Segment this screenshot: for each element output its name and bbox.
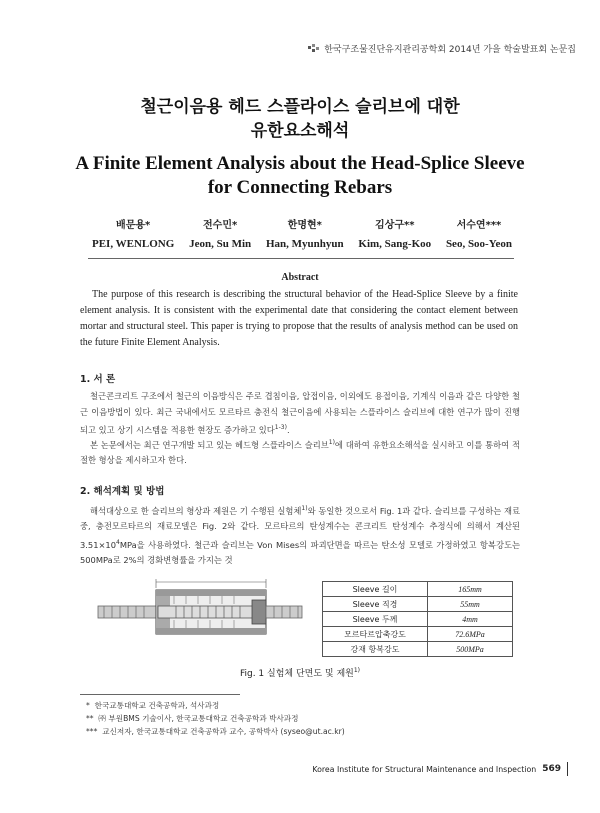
citation: 1-3): [274, 424, 287, 431]
footnote-mark: ***: [86, 727, 98, 736]
author: [266, 216, 344, 250]
footnote: [86, 700, 219, 711]
table-cell: Sleeve 두께: [323, 612, 428, 627]
footer-institute: Korea Institute for Structural Maintenance and Inspection: [312, 764, 537, 774]
english-title-line1: A Finite Element Analysis about the Head-Splice Sleeve: [75, 153, 525, 174]
author-english-name: PEI, WENLONG: [92, 238, 175, 250]
author: [446, 216, 512, 250]
citation: 1): [328, 439, 335, 446]
abstract-body: The purpose of this research is describing the structural behavior of the Head-Splice Sleeve by a finite element analysis. It is consistent with the experimental date that considering the contact element between mortar and structural steel. This paper is trying to propose that the results of analysis method can be used on the future Finite Element Analysis.: [80, 289, 518, 348]
table-cell: Sleeve 직경: [323, 597, 428, 612]
author-list: [92, 216, 512, 250]
abstract-heading: Abstract: [281, 272, 319, 283]
korean-title-line2: 유한요소해석: [250, 121, 350, 141]
footnote-divider: [80, 694, 240, 695]
author-english-name: Seo, Soo-Yeon: [445, 238, 512, 250]
table-cell: 모르타르압축강도: [323, 627, 428, 642]
section-heading: 1. 서 론: [80, 374, 116, 385]
footnote-text: ㈜ 부원BMS 기술이사, 한국교통대학교 건축공학과 박사과정: [98, 714, 299, 723]
paragraph-text: .: [286, 424, 290, 435]
author-korean-name: 배문용*: [116, 220, 151, 231]
paragraph-text: 에 대하여 유한요소해석을 실시하고 이를 통하여 적절한 형상을 제시하고자 한다.: [80, 439, 520, 466]
author-korean-name: 전수민*: [203, 220, 238, 231]
footnote-mark: **: [86, 714, 94, 723]
table-cell: 72.6MPa: [428, 627, 513, 642]
author-english-name: Han, Myunhyun: [265, 238, 344, 250]
section-heading: 2. 해석계획 및 방법: [80, 486, 165, 497]
author-english-name: Kim, Sang-Koo: [358, 238, 432, 250]
author: [189, 216, 251, 250]
citation: 1): [301, 505, 308, 512]
divider: [88, 258, 514, 259]
author-korean-name: 서수연***: [456, 220, 502, 231]
korean-title-line1: 철근이음용 헤드 스플라이스 슬리브에 대한: [140, 97, 460, 117]
figure-caption: [0, 666, 600, 679]
author-korean-name: 김상구**: [375, 220, 415, 231]
table-cell: 4mm: [428, 612, 513, 627]
author-english-name: Jeon, Su Min: [189, 238, 252, 250]
paragraph-text: 철근콘크리트 구조에서 철근의 이음방식은 주로 겹침이음, 압접이음, 이외에도 용접이음, 기계식 이음과 같은 다양한 철근 이음방법이 있다. 최근 국내에서도 모르타르 충전식 철근이음에 사용되는 스플라이스 슬리브에 대한 연구가 많이 진행되고 있고 상기 시스템을 적용한 현장도 증가하고 있다: [80, 391, 520, 435]
journal-logo-icon: [308, 44, 320, 54]
table-row: [323, 642, 513, 657]
footnote-text: 한국교통대학교 건축공학과, 석사과정: [94, 701, 220, 710]
footnote: [86, 713, 298, 724]
running-title: 한국구조물진단유지관리공학회 2014년 가을 학술발표회 논문집: [324, 45, 576, 55]
paragraph: [80, 435, 520, 469]
paragraph-text: 본 논문에서는 최근 연구개발 되고 있는 헤드형 스플라이스 슬리브: [90, 439, 329, 450]
table-cell: Sleeve 길이: [323, 582, 428, 597]
table-row: [323, 597, 513, 612]
table-row: [323, 582, 513, 597]
running-header: [308, 42, 576, 55]
citation: 1): [353, 667, 361, 674]
table-cell: 165mm: [428, 582, 513, 597]
paragraph: [80, 501, 520, 569]
page-number: 569: [542, 764, 561, 774]
footnote-text: 교신저자, 한국교통대학교 건축공학과 교수, 공학박사 (syseo@ut.ac.kr): [102, 727, 345, 736]
paragraph-text: 해석대상으로 한 슬리브의 형상과 제원은 기 수행된 실험체: [90, 505, 302, 516]
author-korean-name: 한명현*: [287, 220, 322, 231]
table-cell: 55mm: [428, 597, 513, 612]
table-cell: 강재 항복강도: [323, 642, 428, 657]
table-row: [323, 612, 513, 627]
paragraph-text: MPa을 사용하였다. 철근과 슬리브는 Von Mises의 파괴단면을 따르는 탄소성 모델로 가정하였고 항복강도는 500MPa로 2%의 경화변형률을 가지는 것: [80, 539, 520, 566]
table-cell: 500MPa: [428, 642, 513, 657]
caption-text: Fig. 1 실험체 단면도 및 제원: [239, 669, 354, 679]
table-row: [323, 627, 513, 642]
exponent: 4: [115, 538, 120, 546]
footer-divider: [567, 762, 568, 776]
english-title-line2: for Connecting Rebars: [207, 177, 393, 198]
sleeve-section-drawing: [96, 576, 304, 646]
paragraph-text: 와 동일한 것으로서 Fig. 1과 같다. 슬리브를 구성하는 재료 중, 충전모르타르의 재료모델은 Fig. 2와 같다. 모르타르의 탄성계수는 콘크리트 탄성계수 추정식에 의해서 계산된 3.51×10: [80, 505, 520, 550]
footnote: [86, 726, 345, 737]
author: [92, 216, 174, 250]
specification-table: [322, 581, 513, 657]
footnote-mark: *: [86, 701, 90, 710]
paragraph: [80, 389, 520, 438]
page-footer: [312, 762, 568, 776]
author: [358, 216, 431, 250]
